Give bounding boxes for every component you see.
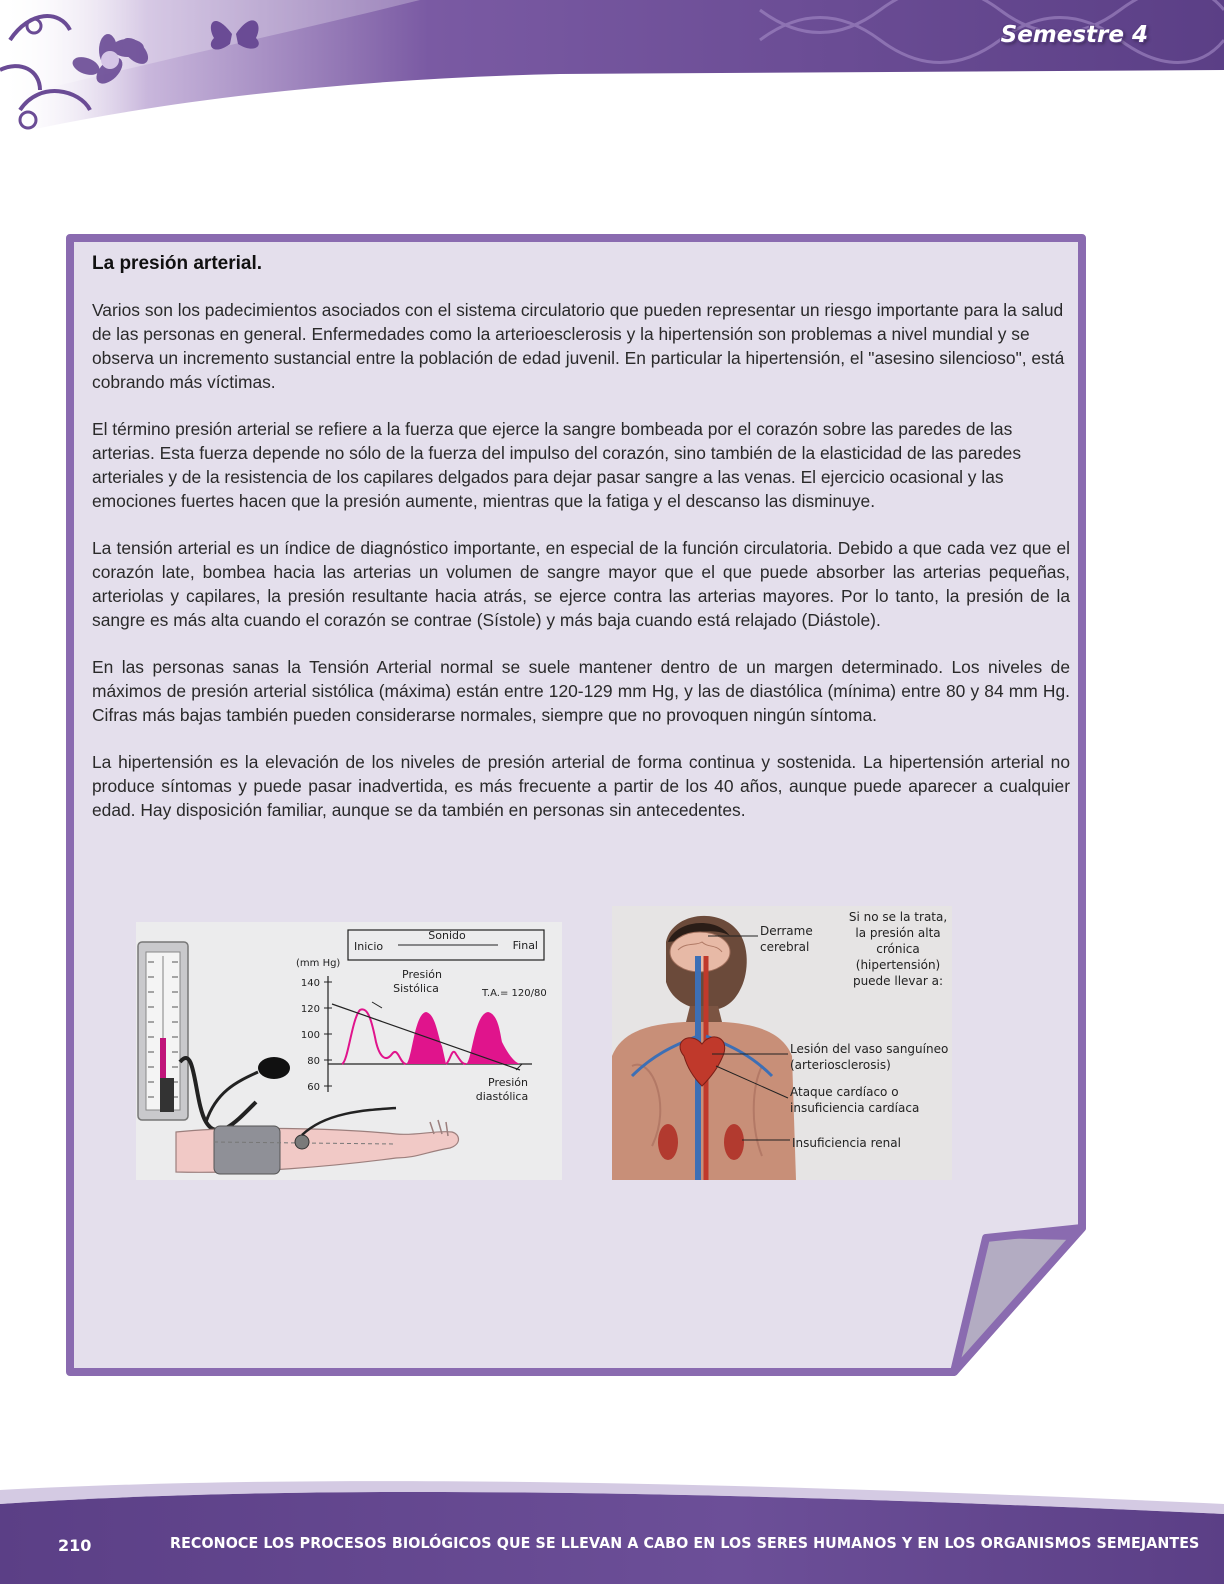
footer-banner (0, 1470, 1224, 1584)
paragraph-3: La tensión arterial es un índice de diagnóstico importante, en especial de la función circulatoria. Debido a que cada vez que el corazón late, bombea hacia las arterias un volumen de sangre mayor que el que puede absorber las arterias pequeñas, arteriolas y capilares, la presión resultante hacia atrás, se ejerce contra las arterias mayores. Por lo tanto, la presión de la sangre es más alta cuando el corazón se contrae (Sístole) y más baja cuando está relajado (Diástole). (92, 538, 1070, 630)
label-derrame-2: cerebral (760, 940, 810, 954)
label-renal: Insuficiencia renal (792, 1136, 901, 1150)
label-inicio: Inicio (354, 940, 384, 953)
axis-unit: (mm Hg) (296, 958, 341, 969)
tick-80: 80 (307, 1056, 320, 1067)
label-ataque-2: insuficiencia cardíaca (790, 1101, 920, 1115)
label-lesion-1: Lesión del vaso sanguíneo (790, 1042, 949, 1056)
tick-60: 60 (307, 1082, 320, 1093)
blood-pressure-figure (136, 922, 562, 1180)
tick-140: 140 (300, 978, 320, 989)
tick-100: 100 (300, 1030, 320, 1041)
intro-line-1: Si no se la trata, (848, 910, 948, 924)
semester-label: Semestre 4 (1000, 22, 1148, 48)
label-presion-diastolica-1: Presión (488, 1076, 528, 1089)
paragraph-1: Varios son los padecimientos asociados con el sistema circulatorio que pueden representar un riesgo importante para la salud de las personas en general. Enfermedades como la arterioesclerosis y la hipertensión son problemas a nivel mundial y se observa un incremento sustancial entre la población de edad juvenil. En particular la hipertensión, el "asesino silencioso", está cobrando más víctimas. (92, 300, 1065, 392)
intro-line-4: (hipertensión) (855, 958, 941, 972)
paragraph-5: La hipertensión es la elevación de los niveles de presión arterial de forma continua y sostenida. La hipertensión arterial no produce síntomas y puede pasar inadvertida, es más frecuente a partir de los 40 años, aunque puede aparecer a cualquier edad. Hay disposición familiar, aunque se da también en personas sin antecedentes. (92, 752, 1070, 820)
page-header (0, 0, 1224, 140)
label-presion-sistolica-2: Sistólica (393, 982, 439, 995)
intro-line-3: crónica (876, 942, 920, 956)
page-footer (0, 1470, 1224, 1584)
label-ataque-1: Ataque cardíaco o (790, 1085, 899, 1099)
label-final: Final (512, 939, 538, 952)
label-presion-sistolica-1: Presión (402, 968, 442, 981)
paragraph-2: El término presión arterial se refiere a la fuerza que ejerce la sangre bombeada por el corazón sobre las paredes de las arterias. Esta fuerza depende no sólo de la fuerza del impulso del corazón, sino también de la elasticidad de las paredes arteriales y de la resistencia de los capilares delgados para dejar pasar sangre a las venas. El ejercicio ocasional y las emociones fuertes hacen que la presión aumente, mientras que la fatiga y el descanso las disminuye. (92, 419, 1022, 511)
tick-120: 120 (300, 1004, 320, 1015)
sound-legend (348, 929, 544, 960)
label-sonido: Sonido (428, 929, 466, 942)
footer-title: RECONOCE LOS PROCESOS BIOLÓGICOS QUE SE LLEVAN A CABO EN LOS SERES HUMANOS Y EN LOS ORGANISMOS SEMEJANTES (170, 1534, 1200, 1552)
sphygmomanometer-icon (138, 942, 290, 1130)
label-presion-diastolica-2: diastólica (475, 1090, 529, 1103)
label-derrame-1: Derrame (760, 924, 813, 938)
label-ta: T.A.= 120/80 (482, 988, 547, 999)
arm-cuff-icon (176, 1108, 459, 1174)
paragraph-4: En las personas sanas la Tensión Arterial normal se suele mantener dentro de un margen determinado. Los niveles de máximos de presión arterial sistólica (máxima) están entre 120-129 mm Hg, y las de diastólica (mínima) entre 80 y 84 mm Hg. Cifras más bajas también pueden considerarse normales, siempre que no provoquen ningún síntoma. (92, 657, 1070, 725)
label-lesion-2: (arteriosclerosis) (790, 1058, 891, 1072)
article-title: La presión arterial. (92, 253, 263, 274)
article-body (92, 250, 1070, 845)
hypertension-effects-figure (612, 906, 952, 1180)
page-number: 210 (58, 1536, 92, 1555)
pressure-wave-chart (296, 958, 547, 1103)
intro-line-2: la presión alta (855, 926, 941, 940)
header-banner (0, 0, 1224, 140)
intro-line-5: puede llevar a: (852, 974, 944, 988)
